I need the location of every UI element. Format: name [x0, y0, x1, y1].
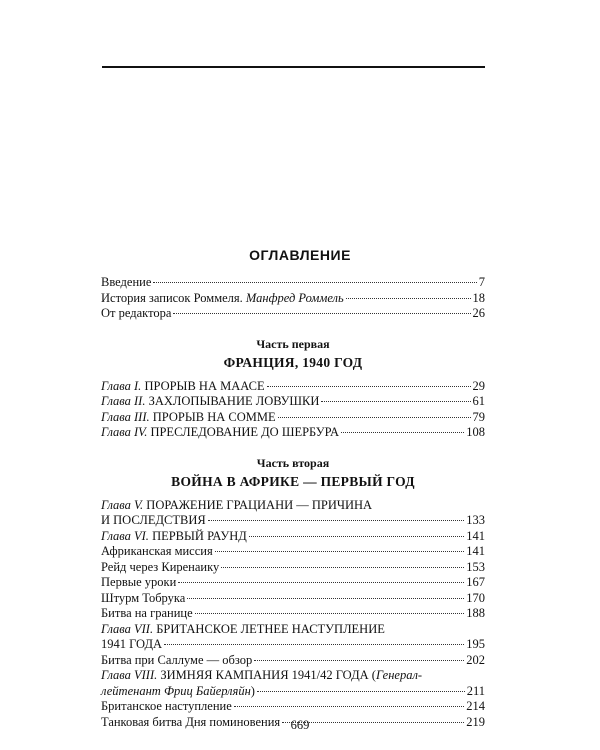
dot-leader [187, 598, 464, 599]
entry-page: 108 [466, 425, 485, 439]
dot-leader [234, 706, 464, 707]
entry-page: 79 [472, 409, 485, 424]
top-rule [102, 66, 485, 68]
entry-author: Генерал- [375, 668, 423, 682]
chapter-label: Глава IV. [101, 425, 148, 439]
entry-page: 133 [466, 513, 485, 527]
entry-title: БРИТАНСКОЕ ЛЕТНЕЕ НАСТУПЛЕНИЕ [156, 621, 385, 636]
dot-leader [153, 282, 476, 283]
entry-page: 61 [472, 394, 485, 408]
toc-entry[interactable] [101, 591, 485, 607]
toc-entry[interactable] [101, 653, 485, 669]
entry-page: 26 [472, 306, 485, 320]
entry-page: 188 [466, 606, 485, 620]
entry-title: ЗАХЛОПЫВАНИЕ ЛОВУШКИ [148, 394, 320, 408]
part-label: Часть первая [256, 336, 330, 351]
entry-page: 141 [466, 528, 485, 543]
dot-leader [267, 386, 471, 387]
chapter-label: Глава II. [101, 394, 146, 408]
dot-leader [249, 536, 464, 537]
dot-leader [221, 567, 464, 568]
dot-leader [346, 298, 471, 299]
entry-title: ЗИМНЯЯ КАМПАНИЯ 1941/42 ГОДА ( [160, 668, 376, 682]
entry-title: От редактора [101, 306, 172, 320]
entry-title: Африканская миссия [101, 544, 213, 558]
chapter-label: Глава VII. [101, 621, 154, 636]
toc-entry[interactable] [101, 379, 485, 395]
dot-leader [257, 691, 465, 692]
part-title: ФРАНЦИЯ, 1940 ГОД [223, 354, 363, 370]
toc-entry-line1[interactable] [101, 668, 485, 684]
entry-page: 214 [466, 699, 485, 713]
dot-leader [195, 613, 465, 614]
entry-title-cont: 1941 ГОДА [101, 637, 162, 651]
toc-title: ОГЛАВЛЕНИЕ [249, 247, 351, 263]
toc-entry[interactable] [101, 425, 485, 441]
entry-title: ПОРАЖЕНИЕ ГРАЦИАНИ — ПРИЧИНА [146, 497, 373, 512]
chapter-label: Глава V. [101, 497, 144, 512]
dot-leader [173, 313, 470, 314]
entry-title: Танковая битва Дня поминовения [101, 714, 281, 729]
chapter-label: Глава III. [101, 409, 150, 424]
entry-page: 195 [466, 637, 485, 651]
entry-title: История записок Роммеля. [101, 290, 243, 305]
entry-page: 211 [466, 683, 485, 698]
toc-entry[interactable] [101, 291, 485, 307]
chapter-label: Глава VIII. [101, 668, 158, 682]
toc-entry[interactable] [101, 410, 485, 426]
entry-title-cont: И ПОСЛЕДСТВИЯ [101, 513, 206, 527]
entry-title-cont: ) [250, 683, 255, 698]
entry-page: 7 [478, 275, 485, 289]
entry-page: 153 [466, 559, 485, 574]
toc-entry[interactable] [101, 560, 485, 576]
entry-title: Битва на границе [101, 606, 193, 620]
toc-entry[interactable] [101, 513, 485, 529]
entry-title: ПРОРЫВ НА СОММЕ [152, 409, 276, 424]
entry-author-cont: лейтенант Фриц Байерляйн [101, 683, 251, 698]
entry-title: ПРЕСЛЕДОВАНИЕ ДО ШЕРБУРА [150, 425, 339, 439]
dot-leader [164, 644, 464, 645]
entry-author: Манфред Роммель [245, 290, 344, 305]
entry-page: 202 [466, 652, 485, 667]
toc-entry[interactable] [101, 575, 485, 591]
dot-leader [254, 660, 464, 661]
chapter-label: Глава VI. [101, 528, 149, 543]
entry-page: 141 [466, 544, 485, 558]
dot-leader [215, 551, 465, 552]
dot-leader [178, 582, 464, 583]
toc-entry[interactable] [101, 544, 485, 560]
toc-entry[interactable] [101, 684, 485, 700]
toc-entry[interactable] [101, 306, 485, 322]
part-label: Часть вторая [256, 455, 330, 470]
dot-leader [321, 401, 470, 402]
entry-title: Битва при Саллуме — обзор [101, 652, 253, 667]
dot-leader [278, 417, 471, 418]
entry-page: 29 [472, 378, 485, 393]
entry-title: Рейд через Киренаику [101, 559, 220, 574]
entry-title: ПРОРЫВ НА МААСЕ [144, 378, 265, 393]
entry-page: 167 [466, 575, 485, 589]
page-number: 669 [290, 718, 310, 732]
entry-title: Британское наступление [101, 699, 232, 713]
entry-page: 219 [466, 714, 485, 729]
toc-entry-line1[interactable] [101, 622, 485, 638]
entry-title: ПЕРВЫЙ РАУНД [152, 528, 247, 543]
toc-entry[interactable] [101, 637, 485, 653]
part-title: ВОЙНА В АФРИКЕ — ПЕРВЫЙ ГОД [171, 473, 415, 489]
toc-entry-line1[interactable] [101, 498, 485, 514]
dot-leader [341, 432, 464, 433]
table-of-contents [101, 275, 485, 730]
entry-title: Первые уроки [101, 575, 177, 589]
entry-page: 18 [472, 290, 485, 305]
toc-entry[interactable] [101, 275, 485, 291]
toc-entry[interactable] [101, 606, 485, 622]
entry-title: Штурм Тобрука [101, 590, 186, 605]
entry-title: Введение [101, 275, 152, 289]
dot-leader [208, 520, 465, 521]
entry-page: 170 [466, 590, 485, 605]
toc-entry[interactable] [101, 394, 485, 410]
toc-entry[interactable] [101, 529, 485, 545]
toc-entry[interactable] [101, 699, 485, 715]
chapter-label: Глава I. [101, 378, 142, 393]
